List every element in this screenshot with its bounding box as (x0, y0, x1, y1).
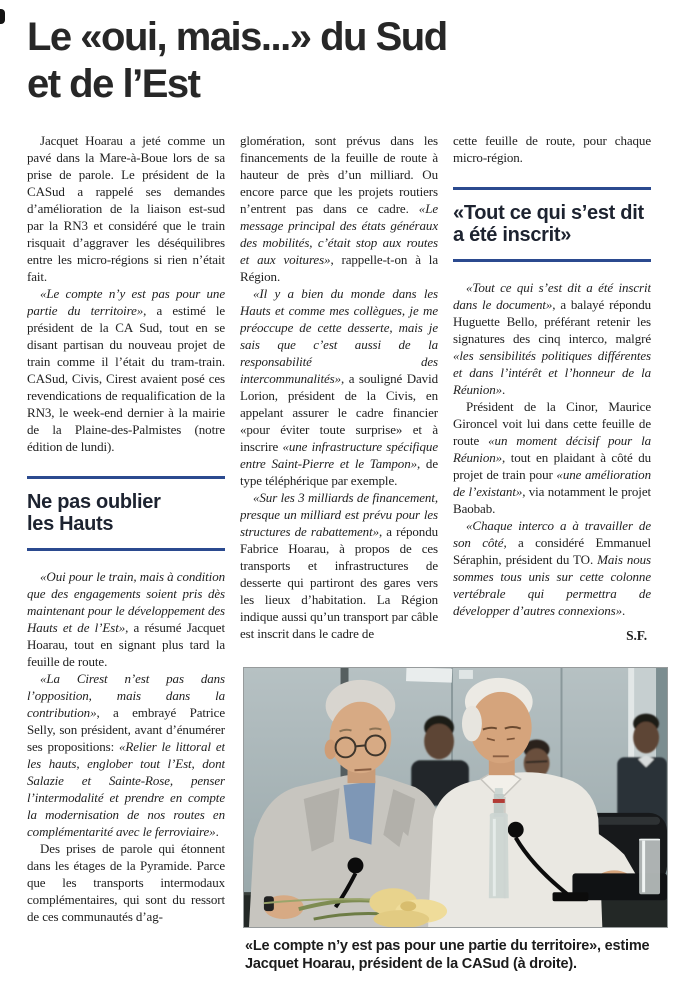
section-subhead (27, 476, 225, 551)
author-initials: S.F. (626, 628, 647, 643)
man-left-mouth (354, 769, 371, 770)
article-column-2 (240, 132, 438, 642)
article-paragraph (27, 132, 225, 285)
article-headline (27, 14, 547, 108)
photo-caption (245, 937, 668, 973)
man-right-eye-2 (507, 738, 515, 739)
body-text: , a résumé Jacquet Hoarau, tout en signant plus tard la feuille de route. (27, 620, 225, 669)
man-left-glasses-bridge (355, 745, 365, 746)
body-text: . (502, 382, 506, 397)
article-paragraph (27, 840, 225, 925)
body-text: , a estimé le président de la CA Sud, tout en se disant partisan du nouveau projet de train comme il l’était du tram-train. CASud, Civis, Cirest avaient posé ces revendications de requalification de la RN3, le week-end dernier à la mairie de la Plaine-des-Palmistes (notre édition de lundi). (27, 303, 225, 454)
quote-text: «Relier le littoral et les hauts, englober tout l’Est, dont Salazie et Sainte-Rose, penser l’intermodalité et prendre en compte la modernisation de nos routes en complémentarité avec le ferroviaire» (27, 739, 225, 839)
article-paragraph (240, 489, 438, 642)
body-text: Jacquet Hoarau a jeté comme un pavé dans la Mare-à-Boue lors de sa prise de parole. Le président de la CASud a rappelé ses demandes d’amélioration de la liaison est-sud par la RN3 et considéré que le train risquait d’aggraver les déséquilibres entre les micro-régions si rien n’était fait. (27, 133, 225, 284)
quote-text: «Tout ce qui s’est dit a été inscrit dans le document» (453, 280, 651, 312)
body-text: , a embrayé Patrice Selly, son président, avant d’énumérer ses propositions: (27, 705, 225, 754)
photo-drinking-glass (639, 839, 660, 895)
headline-line-1: Le «oui, mais...» du Sud (27, 15, 447, 59)
body-text: , rappelle-t-on à la Région. (240, 252, 438, 284)
quote-text: «Chaque interco a à travailler de son côté, (453, 518, 651, 550)
body-text: glomération, sont prévus dans les financements de la feuille de route à hauteur de près d’un milliard. Ou encore parce que les projets routiers n’entrent pas dans ce cadre. (240, 133, 438, 216)
body-text: , tout en plaidant à côté du projet de train pour (453, 450, 651, 482)
headline-line-2: et de l’Est (27, 62, 200, 106)
microphone-right-head (508, 822, 524, 838)
article-paragraph (453, 398, 651, 517)
subhead-title: «Tout ce qui s’est dit a été inscrit» (453, 202, 644, 246)
flower-center (400, 901, 416, 911)
body-text: , a souligné David Lorion, président de la Civis, en appelant assurer le cadre financier «pour éviter toute surprise» et à inscrire (240, 371, 438, 454)
bottle-highlight (493, 819, 496, 896)
body-text: Des prises de parole qui étonnent dans les étages de la Pyramide. Parce que les transports intermodaux complémentaires, qui sont du ressort de ces communautés d’ag- (27, 841, 225, 924)
article-column-3-body (453, 132, 651, 619)
man-right-hair-side (462, 706, 482, 742)
body-text: . (215, 824, 219, 839)
bottle-body (489, 813, 509, 898)
subhead-title: Ne pas oublier les Hauts (27, 491, 161, 535)
quote-text: «Oui pour le train, mais à condition que des engagements soient pris dès maintenant pour le développement des Hauts et de l’Est» (27, 569, 225, 635)
body-text: cette feuille de route, pour chaque micro-région. (453, 133, 651, 165)
meeting-photo-illustration (244, 668, 667, 927)
bottle-cap (495, 788, 503, 795)
quote-text: «Sur les 3 milliards de financement, presque un milliard est prévu pour les structures de rabattement» (240, 490, 438, 539)
article-paragraph (27, 285, 225, 455)
quote-text: «un moment décisif pour la Réunion» (453, 433, 651, 465)
photo-caption-line-2: Jacquet Hoarau, président de la CASud (à droite). (245, 956, 577, 972)
man-left-brow-2 (369, 729, 381, 730)
photo-wall-paper-2 (459, 670, 473, 679)
microphone-left-head (348, 858, 364, 874)
quote-text: «les sensibilités politiques différentes et dans l’intérêt et l’honneur de la Réunion» (453, 348, 651, 397)
article-paragraph (453, 517, 651, 619)
bg-person-right-face (633, 722, 659, 754)
bg-person-mid-glasses (526, 761, 548, 762)
quote-text: «Il y a bien du monde dans les Hauts et comme mes collègues, je me préoccupe de cette desserte, mais je sais que c’est aussi de la responsabilité des intercommunalités» (240, 286, 438, 386)
quote-text: «une amélioration de l’existant» (453, 467, 651, 499)
body-text: , a répondu Fabrice Hoarau, à propos de ces transports et infrastructures de desserte qui partiront des gares vers les lieux d’habitation. La Région indique aussi qu’un transport par câble est inscrit dans le cadre de (240, 524, 438, 641)
quote-text: Mais nous sommes tous unis sur cette colonne vertébrale qui permettra de développer d’autres connexions» (453, 552, 651, 618)
scan-artifact (0, 9, 5, 24)
article-paragraph (27, 568, 225, 670)
body-text: a considéré Emmanuel Séraphin, président du TO. (453, 535, 651, 567)
body-text: , de type téléphérique par exemple. (240, 456, 438, 488)
article-paragraph (240, 132, 438, 285)
section-subhead (453, 187, 651, 262)
photo-wall-paper (406, 668, 452, 683)
body-text: , a balayé répondu Huguette Bello, préférant retenir les signatures des cinq interco, malgré (453, 297, 651, 346)
article-paragraph (453, 132, 651, 166)
bottle-red-ring (493, 799, 505, 803)
article-paragraph (27, 670, 225, 840)
article-photo (243, 667, 668, 928)
bg-person-center-face (424, 724, 454, 760)
glass-highlight (642, 841, 645, 893)
article-column-3 (453, 132, 651, 644)
body-text: , via notamment le projet Baobab. (453, 484, 651, 516)
quote-text: «Le compte n’y est pas pour une partie du territoire» (27, 286, 225, 318)
quote-text: «une infrastructure spécifique entre Saint-Pierre et le Tampon» (240, 439, 438, 471)
article-column-1 (27, 132, 225, 925)
body-text: Président de la Cinor, Maurice Gironcel voit lui dans cette feuille de route (453, 399, 651, 448)
body-text: . (621, 603, 626, 618)
quote-text: «Le message principal des états généraux des mobilités, c’était stop aux routes et aux voitures» (240, 201, 438, 267)
article-paragraph (453, 279, 651, 398)
photo-caption-line-1: «Le compte n’y est pas pour une partie du territoire», estime (245, 938, 650, 954)
quote-text: «La Cirest n’est pas dans l’opposition, mais dans la contribution» (27, 671, 225, 720)
microphone-right-base (553, 892, 589, 901)
article-paragraph (240, 285, 438, 489)
